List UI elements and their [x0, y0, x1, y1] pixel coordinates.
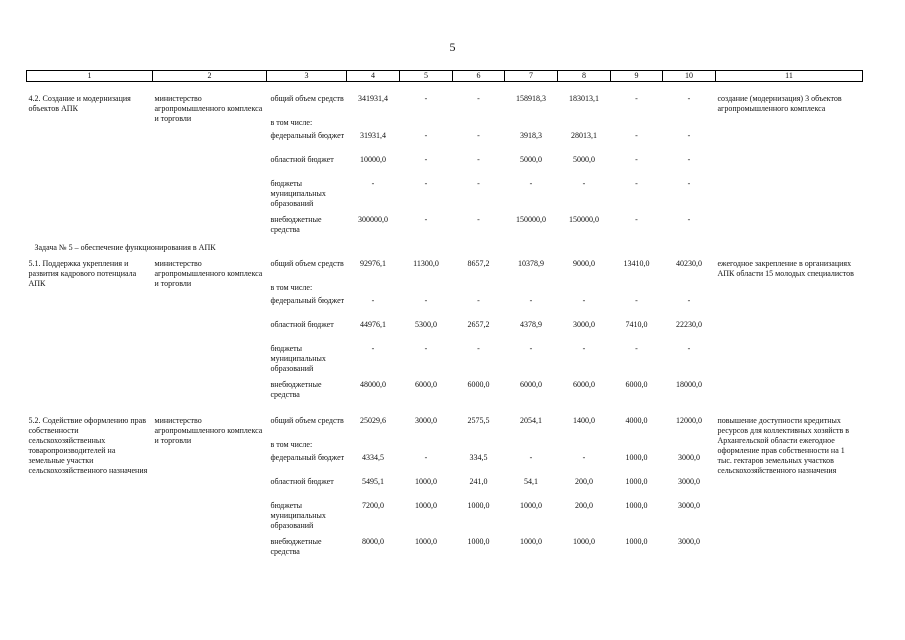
header-cell: 2	[153, 71, 267, 82]
measure-name: 5.1. Поддержка укрепления и развития кадрового потенциала АПК	[28, 259, 137, 288]
funding-source: внебюджетные средства	[270, 380, 322, 399]
amount-cell: 5000,0	[520, 155, 542, 164]
executor: министерство агропромышленного комплекса и торговли	[154, 94, 263, 123]
amount-cell: -	[529, 296, 533, 305]
amount-cell: -	[477, 215, 480, 224]
amount-cell: 8657,2	[467, 259, 490, 268]
amount-cell: -	[635, 155, 638, 164]
funding-source: федеральный бюджет	[270, 131, 345, 140]
amount-cell: 241,0	[469, 477, 488, 486]
amount-cell: 9000,0	[573, 259, 595, 268]
amount-cell: -	[635, 94, 638, 103]
amount-cell: 7200,0	[362, 501, 384, 510]
amount-cell: 300000,0	[358, 215, 388, 224]
amount-cell: 28013,1	[571, 131, 597, 140]
funding-source: областной бюджет	[270, 320, 334, 329]
header-cell: 8	[558, 71, 611, 82]
task-row	[27, 239, 863, 259]
amount-cell: 3000,0	[678, 477, 700, 486]
amount-cell: -	[635, 344, 638, 353]
amount-cell: -	[477, 296, 480, 305]
amount-cell: -	[529, 344, 533, 353]
amount-cell: -	[635, 215, 638, 224]
amount-cell: 48000,0	[360, 380, 386, 389]
amount-cell	[611, 118, 663, 131]
executor: министерство агропромышленного комплекса и торговли	[154, 259, 263, 288]
funding-source: внебюджетные средства	[270, 537, 322, 556]
amount-cell: 200,0	[575, 501, 593, 510]
amount-cell: 3000,0	[678, 453, 700, 462]
amount-cell: 22230,0	[676, 320, 702, 329]
amount-cell: -	[687, 344, 691, 353]
funding-source: в том числе:	[270, 440, 313, 449]
amount-cell: 10000,0	[360, 155, 386, 164]
funding-source: областной бюджет	[270, 477, 334, 486]
amount-cell: -	[424, 179, 428, 188]
table-row	[27, 94, 863, 118]
amount-cell	[663, 283, 716, 296]
amount-cell: 25029,6	[360, 416, 386, 425]
header-row	[27, 71, 863, 82]
amount-cell: 8000,0	[362, 537, 384, 546]
amount-cell: -	[635, 131, 638, 140]
amount-cell: 341931,4	[358, 94, 388, 103]
funding-source: в том числе:	[270, 283, 313, 292]
amount-cell: -	[424, 344, 428, 353]
amount-cell	[505, 283, 558, 296]
amount-cell	[663, 440, 716, 453]
table-body	[27, 82, 863, 562]
amount-cell: 1000,0	[415, 501, 437, 510]
amount-cell: -	[371, 179, 375, 188]
amount-cell: 3000,0	[415, 416, 437, 425]
amount-cell: -	[477, 155, 480, 164]
funding-source: в том числе:	[270, 118, 313, 127]
header-cell: 4	[347, 71, 400, 82]
amount-cell: 183013,1	[569, 94, 599, 103]
amount-cell: 1000,0	[625, 537, 648, 546]
header-cell: 10	[663, 71, 716, 82]
amount-cell	[558, 118, 611, 131]
amount-cell: -	[635, 179, 638, 188]
amount-cell: 1000,0	[625, 501, 648, 510]
measure-name: 4.2. Создание и модернизация объектов АПК	[28, 94, 131, 113]
amount-cell	[400, 118, 453, 131]
amount-cell: -	[687, 179, 691, 188]
spacer-row	[27, 404, 863, 416]
amount-cell	[453, 283, 505, 296]
amount-cell: 6000,0	[467, 380, 490, 389]
header-cell: 6	[453, 71, 505, 82]
amount-cell	[453, 118, 505, 131]
amount-cell: 4334,5	[362, 453, 384, 462]
funding-source: федеральный бюджет	[270, 296, 345, 305]
funding-source: бюджеты муниципальных образований	[270, 179, 326, 208]
amount-cell: 18000,0	[676, 380, 702, 389]
funding-source: федеральный бюджет	[270, 453, 345, 462]
amount-cell: 6000,0	[625, 380, 648, 389]
amount-cell	[611, 283, 663, 296]
amount-cell: 44976,1	[360, 320, 386, 329]
spacer-row	[27, 82, 863, 95]
funding-source: бюджеты муниципальных образований	[270, 501, 326, 530]
amount-cell	[611, 440, 663, 453]
amount-cell: 2054,1	[520, 416, 542, 425]
amount-cell: -	[424, 131, 428, 140]
amount-cell: 3000,0	[678, 537, 700, 546]
amount-cell	[558, 283, 611, 296]
amount-cell: 3918,3	[520, 131, 542, 140]
amount-cell	[347, 440, 400, 453]
amount-cell: -	[371, 296, 375, 305]
amount-cell	[505, 440, 558, 453]
amount-cell	[400, 440, 453, 453]
amount-cell: -	[635, 296, 638, 305]
amount-cell: 6000,0	[415, 380, 437, 389]
amount-cell	[663, 118, 716, 131]
amount-cell: 7410,0	[625, 320, 648, 329]
amount-cell: -	[477, 131, 480, 140]
amount-cell: 1400,0	[573, 416, 595, 425]
funding-source: внебюджетные средства	[270, 215, 322, 234]
amount-cell: -	[424, 155, 428, 164]
amount-cell	[505, 118, 558, 131]
measure-name: 5.2. Содействие оформлению прав собственности сельскохозяйственных товаропроизводителей на земельные участки сельскохозяйственного назначения	[28, 416, 148, 475]
funding-source: бюджеты муниципальных образований	[270, 344, 326, 373]
amount-cell: -	[687, 131, 691, 140]
amount-cell: 4378,9	[520, 320, 542, 329]
header-cell: 5	[400, 71, 453, 82]
amount-cell: 13410,0	[623, 259, 650, 268]
program-table	[26, 70, 863, 561]
header-cell: 3	[267, 71, 347, 82]
page-number: 5	[449, 40, 456, 54]
amount-cell	[400, 283, 453, 296]
amount-cell	[558, 440, 611, 453]
amount-cell: 200,0	[575, 477, 593, 486]
amount-cell: 1000,0	[625, 453, 648, 462]
amount-cell: 1000,0	[467, 501, 490, 510]
task-title: Задача № 5 – обеспечение функционирования в АПК	[34, 243, 216, 252]
amount-cell: -	[424, 453, 428, 462]
table-header	[27, 71, 863, 82]
expected-result: повышение доступности кредитных ресурсов для коллективных хозяйств в Архангельской области ежегодное оформление прав собственности на 1 тыс. гектаров земельных участков сельскохозяйственного назначения	[717, 416, 850, 475]
amount-cell: -	[424, 215, 428, 224]
executor: министерство агропромышленного комплекса и торговли	[154, 416, 263, 445]
amount-cell	[347, 118, 400, 131]
amount-cell: -	[424, 296, 428, 305]
amount-cell: 5300,0	[415, 320, 437, 329]
amount-cell: -	[529, 453, 533, 462]
amount-cell: -	[687, 155, 691, 164]
amount-cell: 1000,0	[625, 477, 648, 486]
amount-cell: -	[424, 94, 428, 103]
amount-cell: 2657,2	[467, 320, 490, 329]
amount-cell: 3000,0	[573, 320, 595, 329]
amount-cell: 11300,0	[413, 259, 439, 268]
amount-cell: 6000,0	[520, 380, 542, 389]
amount-cell: -	[477, 344, 480, 353]
funding-source: общий объем средств	[270, 416, 344, 425]
amount-cell: 10378,9	[518, 259, 544, 268]
header-cell: 1	[27, 71, 153, 82]
table-row	[27, 416, 863, 440]
amount-cell: -	[477, 94, 480, 103]
amount-cell	[347, 283, 400, 296]
amount-cell: -	[477, 179, 480, 188]
amount-cell: 158918,3	[516, 94, 546, 103]
expected-result: ежегодное закрепление в организациях АПК области 15 молодых специалистов	[717, 259, 854, 278]
header-cell: 7	[505, 71, 558, 82]
amount-cell: 1000,0	[573, 537, 595, 546]
amount-cell: -	[529, 179, 533, 188]
funding-source: общий объем средств	[270, 94, 344, 103]
amount-cell	[453, 440, 505, 453]
amount-cell: 4000,0	[625, 416, 648, 425]
expected-result: создание (модернизация) 3 объектов агропромышленного комплекса	[717, 94, 842, 113]
header-cell: 11	[716, 71, 863, 82]
amount-cell: -	[687, 296, 691, 305]
amount-cell: -	[687, 215, 691, 224]
amount-cell: 54,1	[524, 477, 538, 486]
amount-cell: 40230,0	[676, 259, 702, 268]
amount-cell: -	[582, 344, 586, 353]
funding-source: общий объем средств	[270, 259, 344, 268]
amount-cell: 2575,5	[467, 416, 490, 425]
amount-cell: -	[582, 453, 586, 462]
amount-cell: -	[582, 296, 586, 305]
amount-cell: -	[371, 344, 375, 353]
amount-cell: 5000,0	[573, 155, 595, 164]
amount-cell: 1000,0	[467, 537, 490, 546]
funding-source: областной бюджет	[270, 155, 334, 164]
amount-cell: 1000,0	[415, 477, 437, 486]
amount-cell: 1000,0	[415, 537, 437, 546]
amount-cell: 150000,0	[516, 215, 546, 224]
amount-cell: 1000,0	[520, 537, 542, 546]
amount-cell: 31931,4	[360, 131, 386, 140]
amount-cell: 1000,0	[520, 501, 542, 510]
table-row	[27, 259, 863, 283]
amount-cell: -	[582, 179, 586, 188]
amount-cell: -	[687, 94, 691, 103]
amount-cell: 5495,1	[362, 477, 384, 486]
amount-cell: 3000,0	[678, 501, 700, 510]
header-cell: 9	[611, 71, 663, 82]
amount-cell: 150000,0	[569, 215, 599, 224]
amount-cell: 6000,0	[573, 380, 595, 389]
amount-cell: 334,5	[469, 453, 488, 462]
amount-cell: 92976,1	[360, 259, 386, 268]
amount-cell: 12000,0	[676, 416, 702, 425]
